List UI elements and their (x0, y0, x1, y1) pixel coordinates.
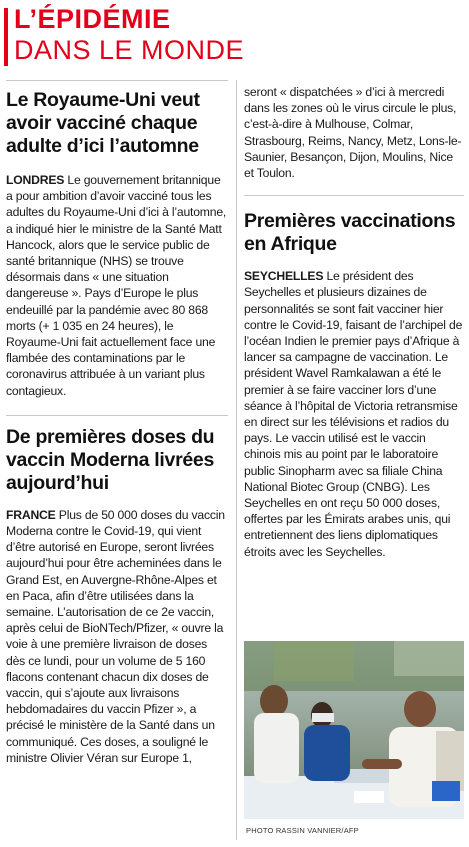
photo-credit: PHOTO RASSIN VANNIER/AFP (246, 826, 359, 835)
article-uk-body (6, 172, 228, 399)
article-divider (244, 195, 464, 196)
article-africa-headline: Premières vaccinations en Afrique (244, 210, 456, 256)
article-divider (6, 415, 228, 416)
article-uk-text: Le gouvernement britannique a pour ambition d’avoir vacciné tous les adultes du Royaume-Uni d’ici à l’automne, a indiqué hier le ministre de la Santé Matt Hancock, alors que le service public de santé britannique (NHS) se trouve désormais dans « une situation dangereuse ». Pays d’Europe le plus endeuillé par la pandémie avec 80 868 morts (+ 1 035 en 24 heures), le Royaume-Uni fait actuellement face une flambée des contaminations par le coronavirus attribuée à un variant plus contagieux. (6, 173, 227, 398)
article-africa-dateline: SEYCHELLES (244, 269, 324, 284)
article-moderna-continuation: seront « dispatchées » d’ici à mercredi dans les zones où le virus circule le plus, c’est-à-dire à Mulhouse, Colmar, Strasbourg, Reims, Nancy, Metz, Lons-le-Saunier, Besançon, Dijon, Moulins, Nice et Toulon. (244, 85, 462, 181)
section-rubric (0, 0, 469, 74)
column-divider (236, 80, 237, 840)
article-moderna-text: Plus de 50 000 doses du vaccin Moderna contre le Covid-19, qui vient d’être autorisé en Europe, seront livrées aujourd’hui pour être acheminées dans le Grand Est, en Auvergne-Rhône-Alpes et en Paca, afin d’être utilisées dans la semaine. L’autorisation de ce 2e vaccin, après celui de BioNTech/Pfizer, « ouvre la voie à une première livraison de doses dès ce lundi, pour un volume de 5 160 flacons contenant chacun dix doses de vaccin, qui s’ajoute aux livraisons hebdomadaires du vaccin Pfizer », a précisé le ministère de la Santé dans un communiqué. Ces doses, a souligné le ministre Olivier Véran sur Europe 1, (6, 507, 225, 765)
rubric-accent-bar (4, 8, 8, 66)
article-moderna-body (6, 507, 228, 766)
right-column (244, 78, 464, 560)
vaccination-scene-illustration (244, 641, 464, 819)
article-uk-dateline: LONDRES (6, 173, 65, 187)
article-africa-body (244, 268, 464, 560)
article-africa-text: Le président des Seychelles et plusieurs dizaines de personnalités se sont fait vacciner hier contre le Covid-19, faisant de l’archipel de l’océan Indien le premier pays d’Afrique à lancer sa campagne de vaccination. Le président Wavel Ramkalawan a été le premier à se faire vacciner lors d’une séance à l’hôpital de Victoria retransmise en direct sur les télévisions et radios du pays. Le vaccin utilisé est le vaccin chinois mis au point par le laboratoire public Sinopharm avec sa filiale China National Biotec Group (CNBG). Les Seychelles en ont reçu 50 000 doses, offertes par les Émirats arabes unis, qui entretiennent des liens diplomatiques étroits avec les Seychelles. (244, 269, 463, 559)
left-column (6, 80, 228, 766)
rubric-subtitle: DANS LE MONDE (14, 35, 245, 65)
rubric-title: L’ÉPIDÉMIE (14, 4, 171, 34)
article-moderna-dateline: FRANCE (6, 507, 56, 522)
article-moderna-headline: De premières doses du vaccin Moderna livrées aujourd’hui (6, 425, 215, 494)
article-uk-headline: Le Royaume-Uni veut avoir vacciné chaque adulte d’ici l’automne (6, 89, 200, 157)
vaccination-photo (244, 641, 464, 819)
article-divider (6, 80, 228, 81)
